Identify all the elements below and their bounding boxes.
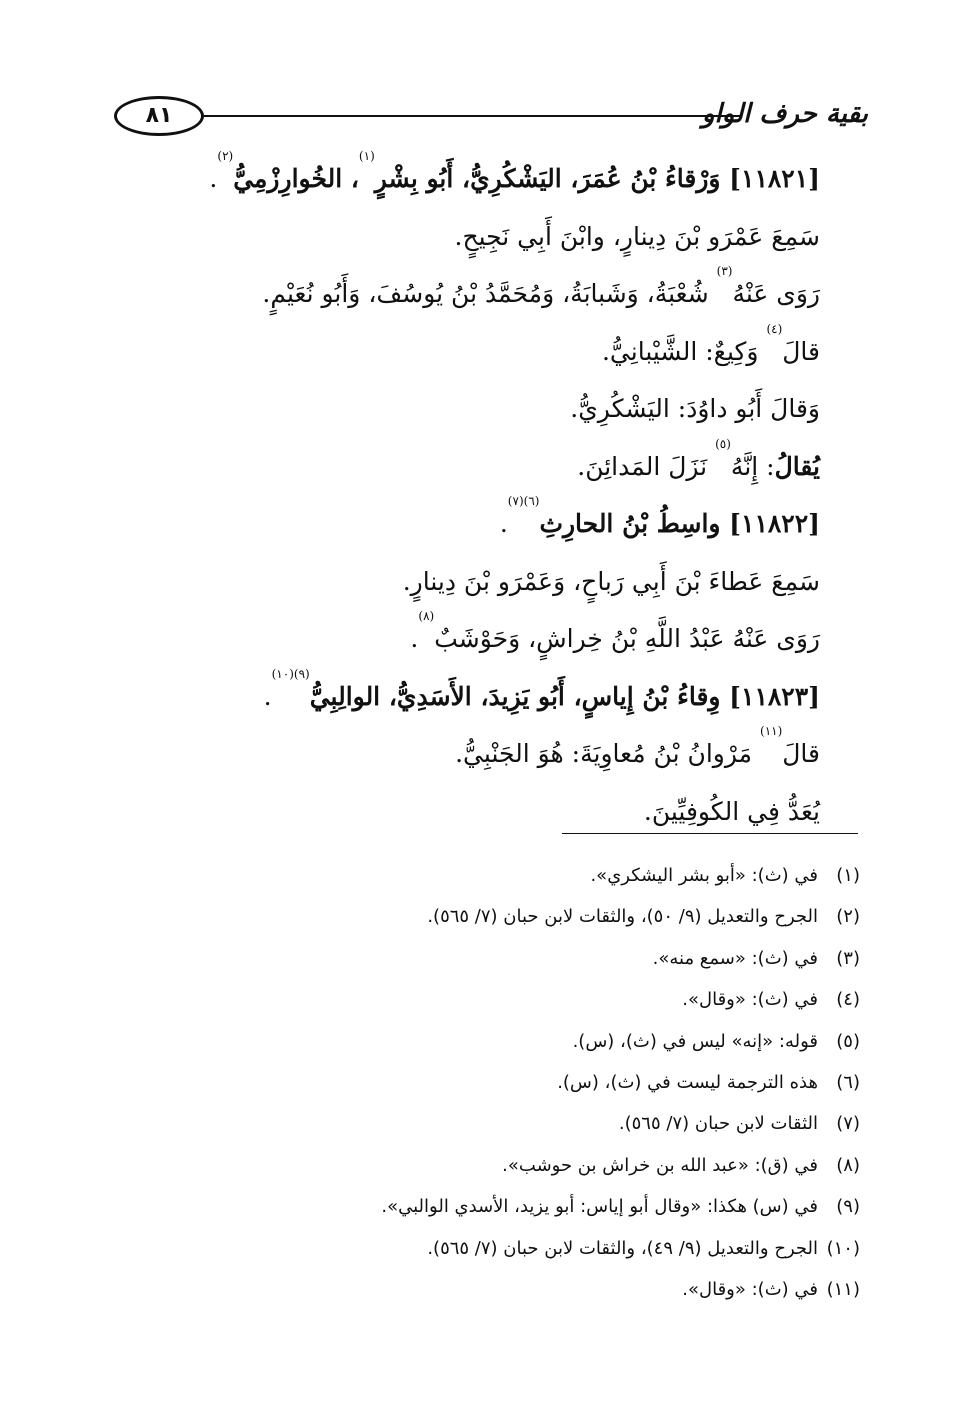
text-segment: .	[209, 164, 218, 193]
header-rule	[202, 115, 742, 117]
footnote-text: في (ث): «سمع منه».	[652, 947, 818, 969]
entry-heading: يُقالُ	[774, 451, 820, 481]
text-segment: وَكِيعٌ: الشَّيْبانِيُّ.	[601, 336, 767, 366]
footnote-ref: (٢)	[217, 149, 234, 163]
footnote-text: في (ث): «وقال».	[682, 989, 818, 1011]
footnote-ref: (٩)(١٠)	[271, 666, 310, 681]
footnote	[300, 1021, 860, 1062]
footnote	[300, 1062, 860, 1103]
entry-heading: [١١٨٢٣] وِقاءُ بْنُ إِياسٍ، أَبُو يَزِيدَ، الأَسَدِيُّ، الوالِبِيُّ	[309, 681, 820, 711]
text-line	[140, 208, 820, 266]
footnote	[300, 855, 860, 896]
text-segment: يُعَدُّ فِي الكُوفِيِّينَ.	[643, 796, 820, 826]
footnote	[300, 1269, 860, 1310]
footnote-ref: (١)	[358, 149, 375, 163]
text-segment: سَمِعَ عَطاءَ بْنَ أَبِي رَباحٍ، وَعَمْرَو بْنَ دِينارٍ.	[402, 566, 820, 596]
footnote-number: (٣)	[836, 947, 860, 969]
text-line	[140, 438, 820, 496]
footnotes	[300, 855, 860, 1310]
footnote-ref: (٨)	[418, 609, 435, 623]
footnote-text: في (س) هكذا: «وقال أبو إياس: أبو يزيد، الأسدي الوالبي».	[381, 1196, 818, 1218]
text-segment: .	[263, 681, 272, 711]
text-segment: رَوَى عَنْهُ عَبْدُ اللَّهِ بْنُ خِراشٍ، وَحَوْشَبٌ	[434, 624, 820, 653]
text-line	[140, 725, 820, 783]
text-segment: مَرْوانُ بْنُ مُعاوِيَةَ: هُوَ الجَنْبِيُّ.	[455, 739, 760, 768]
footnote-text: الثقات لابن حبان (٧/ ٥٦٥).	[618, 1113, 818, 1135]
footnote-separator	[562, 833, 858, 834]
text-segment: نَزَلَ المَدائِنَ.	[577, 451, 716, 481]
running-title: بقية حرف الواو	[701, 99, 868, 129]
footnote-number: (١١)	[826, 1278, 860, 1300]
footnote-text: الجرح والتعديل (٩/ ٥٠)، والثقات لابن حبان (٧/ ٥٦٥).	[427, 906, 818, 928]
footnote-number: (٦)	[836, 1071, 860, 1093]
footnote	[300, 1228, 860, 1269]
text-line	[140, 553, 820, 611]
text-line	[140, 495, 820, 553]
footnote-number: (٩)	[836, 1196, 860, 1218]
text-segment: رَوَى عَنْهُ	[732, 279, 820, 308]
text-segment: .	[410, 624, 419, 653]
footnote-number: (٥)	[836, 1030, 860, 1052]
page-number: ٨١	[114, 96, 204, 136]
footnote-ref: (٣)	[716, 264, 733, 278]
text-line	[140, 610, 820, 668]
entry-heading: ، الخُوارِزْمِيُّ	[233, 164, 359, 193]
text-segment: : إِنَّهُ	[730, 451, 775, 481]
text-segment: وَقالَ أَبُو داوُدَ: اليَشْكُرِيُّ.	[570, 394, 820, 423]
text-segment: قالَ	[782, 336, 820, 366]
text-segment: سَمِعَ عَمْرَو بْنَ دِينارٍ، وابْنَ أَبِي نَجِيحٍ.	[454, 221, 820, 251]
footnote-text: في (ق): «عبد الله بن خراش بن حوشب».	[502, 1154, 818, 1176]
entry-heading: [١١٨٢٢] واسِطُ بْنُ الحارِثِ	[539, 509, 820, 538]
text-line	[140, 265, 820, 323]
page-header	[108, 90, 868, 142]
footnote	[300, 979, 860, 1020]
footnote	[300, 1103, 860, 1144]
text-line	[140, 323, 820, 381]
footnote-text: قوله: «إنه» ليس في (ث)، (س).	[572, 1030, 818, 1052]
footnote-number: (٧)	[836, 1113, 860, 1135]
footnote	[300, 1145, 860, 1186]
main-text	[140, 150, 820, 840]
footnote-ref: (٦)(٧)	[507, 494, 540, 508]
footnote-ref: (٥)	[715, 436, 731, 451]
footnote-ref: (٤)	[766, 321, 783, 336]
footnote	[300, 1186, 860, 1227]
text-segment: شُعْبَةُ، وَشَبابَةُ، وَمُحَمَّدُ بْنُ يُوسُفَ، وَأَبُو نُعَيْمٍ.	[262, 279, 717, 308]
footnote-number: (٨)	[836, 1154, 860, 1176]
text-line	[140, 668, 820, 726]
text-line	[140, 150, 820, 208]
footnote-number: (٤)	[836, 989, 860, 1011]
footnote-text: في (ث): «وقال».	[682, 1278, 818, 1300]
footnote-number: (١٠)	[826, 1237, 860, 1259]
text-line	[140, 783, 820, 841]
text-segment: قالَ	[782, 739, 820, 768]
footnote-text: الجرح والتعديل (٩/ ٤٩)، والثقات لابن حبان (٧/ ٥٦٥).	[427, 1237, 818, 1259]
footnote-ref: (١١)	[760, 724, 783, 738]
footnote-text: في (ث): «أبو بشر اليشكري».	[590, 865, 818, 886]
footnote	[300, 938, 860, 979]
footnote	[300, 896, 860, 937]
footnote-number: (٢)	[836, 906, 860, 928]
footnote-text: هذه الترجمة ليست في (ث)، (س).	[557, 1071, 818, 1093]
text-line	[140, 380, 820, 438]
text-segment: .	[499, 509, 508, 538]
footnote-number: (١)	[836, 865, 860, 886]
entry-heading: [١١٨٢١] وَرْقاءُ بْنُ عُمَرَ، اليَشْكُرِيُّ، أَبُو بِشْرٍ	[374, 164, 820, 193]
